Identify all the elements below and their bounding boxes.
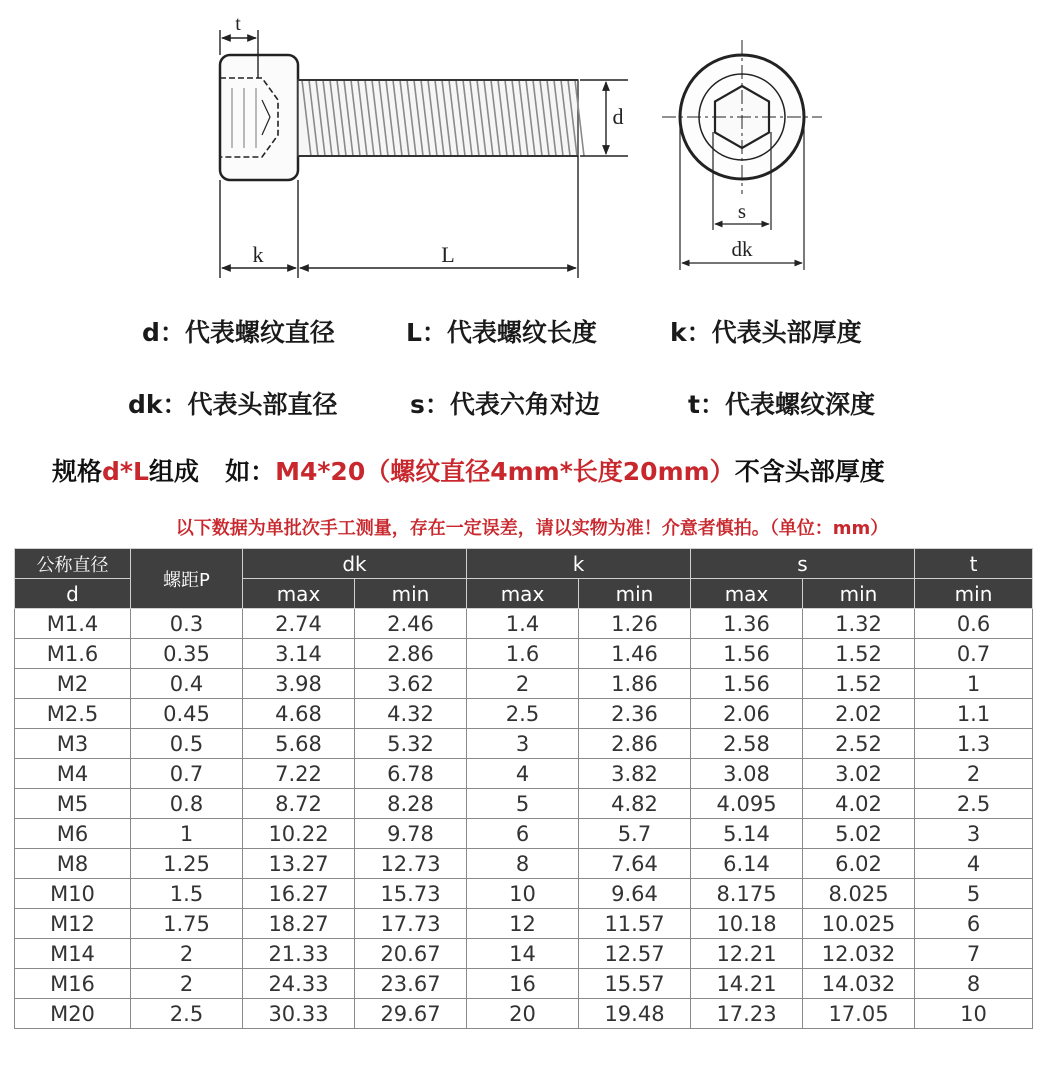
table-row	[15, 789, 1033, 819]
measurement-note: 以下数据为单批次手工测量，存在一定误差，请以实物为准！介意者慎拍。（单位：mm）	[175, 518, 889, 539]
table-row	[15, 729, 1033, 759]
spec-example: M4*20（螺纹直径4mm*长度20mm）	[275, 457, 735, 486]
cell-t-min: 7	[915, 939, 1033, 969]
cell-t-min: 2.5	[915, 789, 1033, 819]
cell-k-min: 2.86	[579, 729, 691, 759]
cell-nominal-d: M8	[15, 849, 131, 879]
spec-formula: d*L	[102, 457, 149, 486]
cell-nominal-d: M10	[15, 879, 131, 909]
header-nominal-d: d	[15, 579, 131, 609]
cell-t-min: 0.7	[915, 639, 1033, 669]
label-k: k	[252, 242, 264, 267]
cell-nominal-d: M1.6	[15, 639, 131, 669]
cell-s-max: 12.21	[691, 939, 803, 969]
cell-k-min: 3.82	[579, 759, 691, 789]
header-k-max: max	[467, 579, 579, 609]
cell-dk-min: 23.67	[355, 969, 467, 999]
cell-s-max: 10.18	[691, 909, 803, 939]
table-row	[15, 609, 1033, 639]
cell-k-min: 19.48	[579, 999, 691, 1029]
cell-dk-max: 30.33	[243, 999, 355, 1029]
cell-t-min: 2	[915, 759, 1033, 789]
cell-dk-min: 2.46	[355, 609, 467, 639]
cell-pitch: 1	[131, 819, 243, 849]
cell-k-max: 8	[467, 849, 579, 879]
cell-t-min: 10	[915, 999, 1033, 1029]
cell-dk-max: 3.98	[243, 669, 355, 699]
cell-k-min: 1.46	[579, 639, 691, 669]
cell-pitch: 0.5	[131, 729, 243, 759]
cell-k-max: 12	[467, 909, 579, 939]
cell-nominal-d: M14	[15, 939, 131, 969]
cell-s-max: 1.56	[691, 669, 803, 699]
cell-k-max: 16	[467, 969, 579, 999]
header-dk-min: min	[355, 579, 467, 609]
label-dk: dk	[731, 237, 753, 261]
cell-k-max: 2	[467, 669, 579, 699]
cell-dk-max: 21.33	[243, 939, 355, 969]
cell-t-min: 0.6	[915, 609, 1033, 639]
cell-dk-min: 4.32	[355, 699, 467, 729]
cell-pitch: 1.75	[131, 909, 243, 939]
cell-k-max: 20	[467, 999, 579, 1029]
cell-k-min: 4.82	[579, 789, 691, 819]
cell-dk-max: 10.22	[243, 819, 355, 849]
cell-dk-min: 15.73	[355, 879, 467, 909]
cell-s-max: 2.58	[691, 729, 803, 759]
cell-dk-max: 16.27	[243, 879, 355, 909]
header-t: t	[915, 549, 1033, 579]
cell-k-max: 4	[467, 759, 579, 789]
cell-dk-max: 8.72	[243, 789, 355, 819]
spec-suffix: 组成	[148, 457, 199, 486]
cell-pitch: 0.7	[131, 759, 243, 789]
screw-side-view	[220, 55, 584, 180]
cell-s-min: 5.02	[803, 819, 915, 849]
cell-pitch: 2	[131, 939, 243, 969]
cell-pitch: 0.45	[131, 699, 243, 729]
header-k: k	[467, 549, 691, 579]
cell-k-min: 11.57	[579, 909, 691, 939]
cell-dk-min: 3.62	[355, 669, 467, 699]
cell-dk-min: 9.78	[355, 819, 467, 849]
cell-s-max: 17.23	[691, 999, 803, 1029]
cell-t-min: 1.1	[915, 699, 1033, 729]
spec-format-line	[52, 452, 885, 488]
cell-pitch: 2	[131, 969, 243, 999]
cell-nominal-d: M3	[15, 729, 131, 759]
cell-s-max: 1.36	[691, 609, 803, 639]
cell-t-min: 6	[915, 909, 1033, 939]
cell-dk-max: 13.27	[243, 849, 355, 879]
cell-nominal-d: M5	[15, 789, 131, 819]
spec-table	[14, 548, 1033, 1029]
table-row	[15, 939, 1033, 969]
cell-dk-min: 12.73	[355, 849, 467, 879]
cell-k-max: 14	[467, 939, 579, 969]
spec-prefix: 规格	[52, 457, 103, 486]
cell-s-max: 14.21	[691, 969, 803, 999]
cell-s-min: 2.02	[803, 699, 915, 729]
cell-k-max: 1.4	[467, 609, 579, 639]
header-s-max: max	[691, 579, 803, 609]
cell-dk-min: 17.73	[355, 909, 467, 939]
cell-dk-min: 8.28	[355, 789, 467, 819]
cell-pitch: 2.5	[131, 999, 243, 1029]
table-row	[15, 969, 1033, 999]
cell-s-max: 1.56	[691, 639, 803, 669]
table-row	[15, 849, 1033, 879]
cell-dk-min: 6.78	[355, 759, 467, 789]
cell-k-min: 2.36	[579, 699, 691, 729]
legend-t: t：代表螺纹深度	[688, 390, 875, 419]
cell-nominal-d: M16	[15, 969, 131, 999]
cell-k-max: 1.6	[467, 639, 579, 669]
screw-end-view	[662, 40, 822, 270]
label-d: d	[612, 104, 624, 129]
cell-pitch: 0.8	[131, 789, 243, 819]
cell-t-min: 1.3	[915, 729, 1033, 759]
cell-t-min: 1	[915, 669, 1033, 699]
cell-k-min: 15.57	[579, 969, 691, 999]
cell-s-min: 1.52	[803, 639, 915, 669]
cell-dk-max: 4.68	[243, 699, 355, 729]
legend-k: k：代表头部厚度	[670, 318, 862, 347]
cell-nominal-d: M4	[15, 759, 131, 789]
cell-s-max: 6.14	[691, 849, 803, 879]
cell-pitch: 1.25	[131, 849, 243, 879]
cell-s-min: 14.032	[803, 969, 915, 999]
cell-t-min: 8	[915, 969, 1033, 999]
cell-k-max: 5	[467, 789, 579, 819]
cell-nominal-d: M2.5	[15, 699, 131, 729]
legend-dk: dk：代表头部直径	[128, 390, 338, 419]
table-row	[15, 909, 1033, 939]
cell-s-max: 2.06	[691, 699, 803, 729]
cell-nominal-d: M20	[15, 999, 131, 1029]
table-row	[15, 819, 1033, 849]
header-s: s	[691, 549, 915, 579]
cell-pitch: 0.3	[131, 609, 243, 639]
cell-s-max: 8.175	[691, 879, 803, 909]
header-nominal: 公称直径	[15, 549, 131, 579]
header-dk-max: max	[243, 579, 355, 609]
spec-tail: 不含头部厚度	[734, 457, 885, 486]
cell-s-min: 3.02	[803, 759, 915, 789]
cell-s-min: 12.032	[803, 939, 915, 969]
cell-t-min: 3	[915, 819, 1033, 849]
cell-pitch: 1.5	[131, 879, 243, 909]
table-row	[15, 999, 1033, 1029]
cell-s-min: 6.02	[803, 849, 915, 879]
cell-s-min: 1.52	[803, 669, 915, 699]
cell-t-min: 5	[915, 879, 1033, 909]
cell-dk-max: 3.14	[243, 639, 355, 669]
table-header	[15, 549, 1033, 609]
cell-dk-max: 2.74	[243, 609, 355, 639]
label-L: L	[441, 242, 455, 267]
cell-dk-min: 29.67	[355, 999, 467, 1029]
header-k-min: min	[579, 579, 691, 609]
cell-nominal-d: M6	[15, 819, 131, 849]
cell-dk-max: 7.22	[243, 759, 355, 789]
cell-s-min: 1.32	[803, 609, 915, 639]
screw-dimension-diagram	[0, 0, 1064, 300]
header-t-min: min	[915, 579, 1033, 609]
cell-k-min: 12.57	[579, 939, 691, 969]
legend-d: d：代表螺纹直径	[142, 318, 335, 347]
cell-dk-min: 2.86	[355, 639, 467, 669]
spec-example-label: 如：	[225, 457, 276, 486]
header-pitch: 螺距P	[131, 549, 243, 609]
cell-k-min: 9.64	[579, 879, 691, 909]
cell-k-max: 2.5	[467, 699, 579, 729]
label-s: s	[737, 199, 747, 223]
table-row	[15, 699, 1033, 729]
cell-s-min: 17.05	[803, 999, 915, 1029]
cell-s-min: 4.02	[803, 789, 915, 819]
cell-k-min: 5.7	[579, 819, 691, 849]
cell-k-max: 10	[467, 879, 579, 909]
header-dk: dk	[243, 549, 467, 579]
cell-pitch: 0.4	[131, 669, 243, 699]
cell-dk-max: 24.33	[243, 969, 355, 999]
cell-k-min: 7.64	[579, 849, 691, 879]
cell-nominal-d: M1.4	[15, 609, 131, 639]
cell-s-max: 3.08	[691, 759, 803, 789]
header-row-1	[15, 549, 1033, 579]
cell-k-max: 3	[467, 729, 579, 759]
cell-s-max: 4.095	[691, 789, 803, 819]
cell-dk-max: 18.27	[243, 909, 355, 939]
table-row	[15, 879, 1033, 909]
table-body	[15, 609, 1033, 1029]
cell-s-max: 5.14	[691, 819, 803, 849]
legend-row-2	[0, 385, 1064, 419]
cell-nominal-d: M2	[15, 669, 131, 699]
table-row	[15, 639, 1033, 669]
cell-dk-min: 20.67	[355, 939, 467, 969]
cell-nominal-d: M12	[15, 909, 131, 939]
legend-L: L：代表螺纹长度	[406, 318, 597, 347]
legend-s: s：代表六角对边	[410, 390, 600, 419]
cell-s-min: 10.025	[803, 909, 915, 939]
header-s-min: min	[803, 579, 915, 609]
cell-k-max: 6	[467, 819, 579, 849]
cell-k-min: 1.86	[579, 669, 691, 699]
cell-t-min: 4	[915, 849, 1033, 879]
table-row	[15, 759, 1033, 789]
cell-dk-min: 5.32	[355, 729, 467, 759]
cell-pitch: 0.35	[131, 639, 243, 669]
cell-k-min: 1.26	[579, 609, 691, 639]
cell-dk-max: 5.68	[243, 729, 355, 759]
legend-row-1	[0, 313, 1064, 347]
table-row	[15, 669, 1033, 699]
cell-s-min: 8.025	[803, 879, 915, 909]
cell-s-min: 2.52	[803, 729, 915, 759]
label-t: t	[235, 13, 241, 35]
